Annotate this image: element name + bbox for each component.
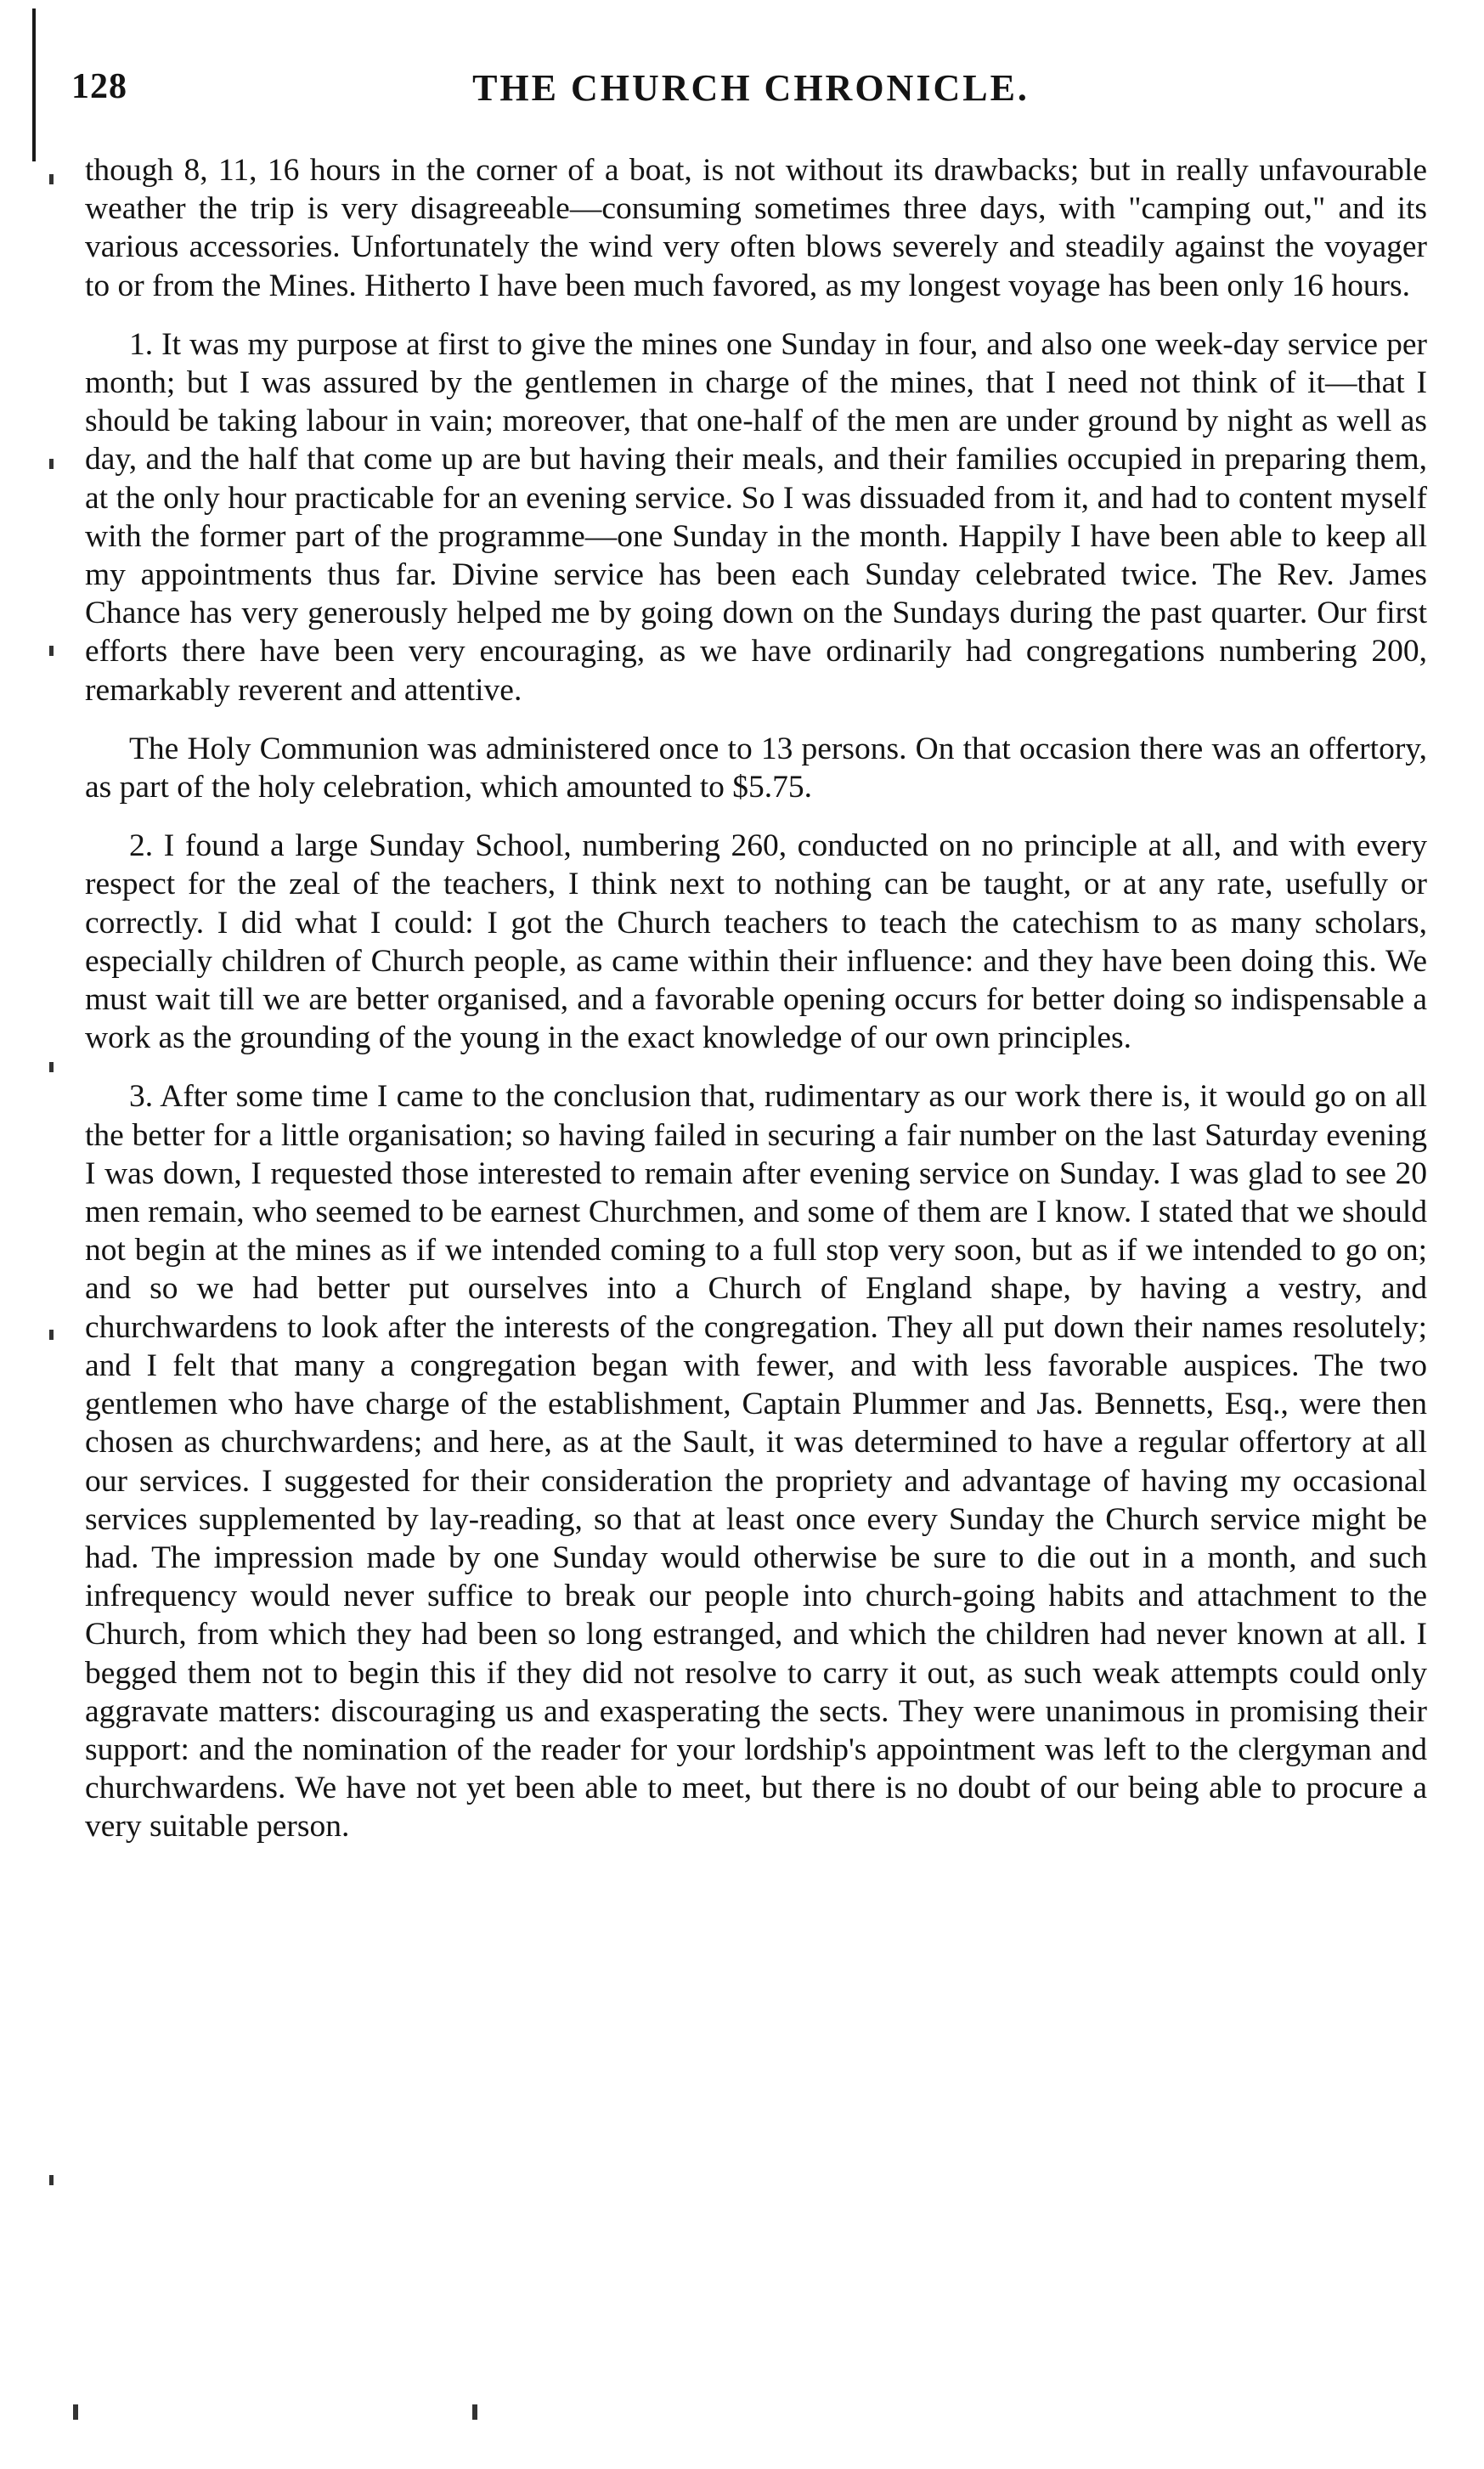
paragraph-holy-communion: The Holy Communion was administered once to 13 persons. On that occasion there was an offertory, as part of the holy celebration, which amounted to $5.75. <box>85 731 1427 805</box>
margin-rule <box>32 8 36 161</box>
margin-mark <box>49 2175 54 2185</box>
paragraph-item-1: 1. It was my purpose at first to give the mines one Sunday in four, and also one week-day service per month; but I was assured by the gentlemen in charge of the mines, that I need not think of it—that I should be taking labour in vain; moreover, that one-half of the men are under ground by night as well as day, and the half that come up are but having their meals, and their families occupied in preparing them, at the only hour practicable for an evening service. So I was dissuaded from it, and had to content myself with the former part of the programme—one Sunday in the month. Happily I have been able to keep all my appointments thus far. Divine service has been each Sunday celebrated twice. The Rev. James Chance has very generously helped me by going down on the Sundays during the past quarter. Our first efforts there have been very encouraging, as we have ordinarily had congregations numbering 200, remarkably reverent and attentive. <box>85 326 1427 708</box>
text-column <box>85 151 1427 1846</box>
margin-mark <box>49 646 54 656</box>
margin-mark <box>49 174 54 184</box>
page-number: 128 <box>71 67 127 106</box>
margin-mark <box>49 1330 54 1340</box>
paragraph-item-3: 3. After some time I came to the conclusion that, rudimentary as our work there is, it would go on all the better for a little organisation; so having failed in securing a fair number on the last Saturday evening I was down, I requested those interested to remain after evening service on Sunday. I was glad to see 20 men remain, who seemed to be earnest Churchmen, and some of them are I know. I stated that we should not begin at the mines as if we intended coming to a full stop very soon, but as if we intended to go on; and so we had better put ourselves into a Church of England shape, by having a vestry, and churchwardens to look after the interests of the congregation. They all put down their names resolutely; and I felt that many a congregation began with fewer, and with less favorable auspices. The two gentlemen who have charge of the establishment, Captain Plummer and Jas. Bennetts, Esq., were then chosen as churchwardens; and here, as at the Sault, it was determined to have a regular offertory at all our services. I suggested for their consideration the propriety and advantage of having my occasional services supplemented by lay-reading, so that at least once every Sunday the Church service might be had. The impression made by one Sunday would otherwise be sure to die out in a month, and such infrequency would never suffice to break our people into church-going habits and attachment to the Church, from which they had been so long estranged, and which the children had never known at all. I begged them not to begin this if they did not resolve to carry it out, as such weak attempts could only aggravate matters: discouraging us and exasperating the sects. They were unanimous in promising their support: and the nomination of the reader for your lordship's appointment was left to the clergyman and churchwardens. We have not yet been able to meet, but there is no doubt of our being able to procure a very suitable person. <box>85 1079 1427 1845</box>
margin-mark <box>49 459 54 469</box>
bottom-mark <box>73 2404 78 2420</box>
running-title: THE CHURCH CHRONICLE. <box>472 67 1030 109</box>
paragraph-item-2: 2. I found a large Sunday School, numbering 260, conducted on no principle at all, and with every respect for the zeal of the teachers, I think next to nothing can be taught, or at any rate, usefully or correctly. I did what I could: I got the Church teachers to teach the catechism to as many scholars, especially children of Church people, as came within their influence: and they have been doing this. We must wait till we are better organised, and a favorable opening occurs for better doing so indispensable a work as the grounding of the young in the exact knowledge of our own principles. <box>85 828 1427 1056</box>
page-header <box>71 66 1430 117</box>
paragraph-continuation: though 8, 11, 16 hours in the corner of a boat, is not without its drawbacks; but in really unfavourable weather the trip is very disagreeable—consuming sometimes three days, with "camping out," and its various accessories. Unfortunately the wind very often blows severely and steadily against the voyager to or from the Mines. Hitherto I have been much favored, as my longest voyage has been only 16 hours. <box>85 153 1427 303</box>
margin-mark <box>49 1062 54 1072</box>
bottom-mark <box>472 2404 477 2420</box>
